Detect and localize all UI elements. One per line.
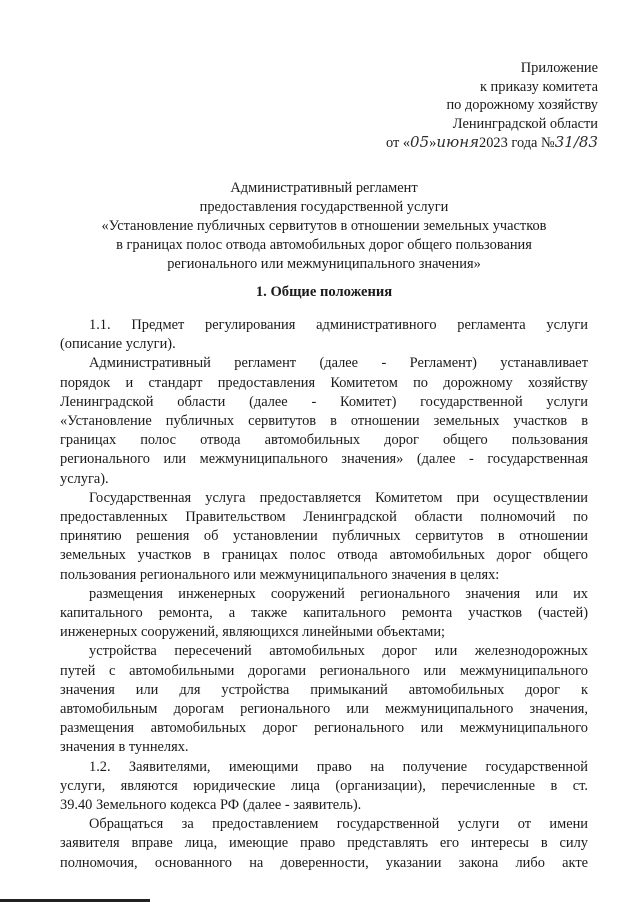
body-text: [60, 316, 588, 873]
paragraph-line: услуги, являются юридические лица (организации), перечисленные в ст.: [60, 777, 588, 794]
paragraph-line: услуга).: [60, 470, 109, 487]
paragraph-line: значения в туннелях.: [60, 739, 189, 756]
handwritten-month: июня: [436, 133, 480, 152]
paragraph-line: Обращаться за предоставлением государственной услуги от имени: [89, 816, 588, 833]
appendix-line: к приказу комитета: [479, 78, 598, 95]
appendix-line: Ленинградской области: [452, 115, 598, 132]
title-line: Административный регламент: [230, 180, 418, 196]
paragraph: [60, 316, 588, 354]
paragraph-line: инженерных сооружений, являющихся линейными объектами;: [60, 624, 446, 641]
paragraph: [60, 489, 588, 585]
paragraph-line: капитального ремонта, а также капитального ремонта участков (частей): [60, 605, 588, 622]
paragraph-line: путей с автомобильными дорогами регионального или межмуниципального: [60, 662, 588, 679]
appendix-line: по дорожному хозяйству: [446, 97, 598, 114]
date-mid: »: [429, 135, 437, 152]
paragraph-line: 39.40 Земельного кодекса РФ (далее - заявитель).: [60, 797, 362, 814]
title-line: «Установление публичных сервитутов в отношении земельных участков: [101, 218, 547, 234]
title-line: регионального или межмуниципального значения»: [167, 256, 481, 272]
paragraph-line: 1.1. Предмет регулирования административного регламента услуги: [89, 317, 588, 333]
paragraph: [60, 585, 588, 643]
paragraph: [60, 758, 588, 816]
paragraph-line: размещения инженерных сооружений регионального значения или их: [89, 585, 588, 602]
date-suffix: 2023 года №: [479, 135, 555, 152]
paragraph-line: (описание услуги).: [60, 336, 176, 353]
document-title: [60, 179, 588, 274]
appendix-header: [338, 59, 598, 153]
paragraph-line: устройства пересечений автомобильных дорог или железнодорожных: [89, 643, 588, 660]
appendix-line: Приложение: [520, 60, 598, 76]
paragraph-line: Государственная услуга предоставляется Комитетом при осуществлении: [89, 489, 588, 506]
paragraph-line: Административный регламент (далее - Регламент) устанавливает: [89, 355, 588, 372]
handwritten-number: 31/83: [554, 133, 598, 152]
order-date-line: [338, 133, 598, 153]
paragraph-line: Ленинградской области (далее - Комитет) государственной услуги: [60, 393, 588, 410]
paragraph-line: полномочия, основанного на доверенности, указании закона либо акте: [60, 854, 588, 871]
handwritten-day: 05: [410, 133, 430, 152]
paragraph-line: значения или для устройства примыканий автомобильных дорог к: [60, 681, 588, 698]
title-line: в границах полос отвода автомобильных дорог общего пользования: [116, 237, 532, 253]
paragraph: [60, 354, 588, 488]
paragraph-line: заявителя вправе лица, имеющие право представлять его интересы в силу: [60, 835, 588, 852]
paragraph-line: автомобильным дорогам регионального или межмуниципального значения,: [60, 701, 588, 718]
title-line: предоставления государственной услуги: [199, 199, 449, 215]
paragraph: [60, 815, 588, 873]
paragraph-line: границах полос отвода автомобильных дорог общего пользования: [60, 432, 588, 449]
section-heading: 1. Общие положения: [255, 284, 393, 300]
paragraph-line: размещения автомобильных дорог регионального или межмуниципального: [60, 720, 588, 737]
paragraph-line: регионального или межмуниципального значения» (далее - государственная: [60, 451, 588, 468]
paragraph-line: 1.2. Заявителями, имеющими право на получение государственной: [89, 758, 588, 775]
paragraph-line: принятию решения об установлении публичных сервитутов в отношении: [60, 528, 588, 545]
paragraph-line: «Установление публичных сервитутов в отношении земельных участков в: [60, 413, 588, 430]
paragraph-line: земельных участков в границах полос отвода автомобильных дорог общего: [60, 547, 588, 564]
paragraph-line: предоставленных Правительством Ленинградской области полномочий по: [60, 509, 588, 526]
paragraph: [60, 642, 588, 757]
paragraph-line: пользования регионального или межмуниципального значения в целях:: [60, 566, 500, 583]
date-prefix: от «: [385, 135, 411, 152]
paragraph-line: порядок и стандарт предоставления Комитетом по дорожному хозяйству: [60, 374, 588, 391]
